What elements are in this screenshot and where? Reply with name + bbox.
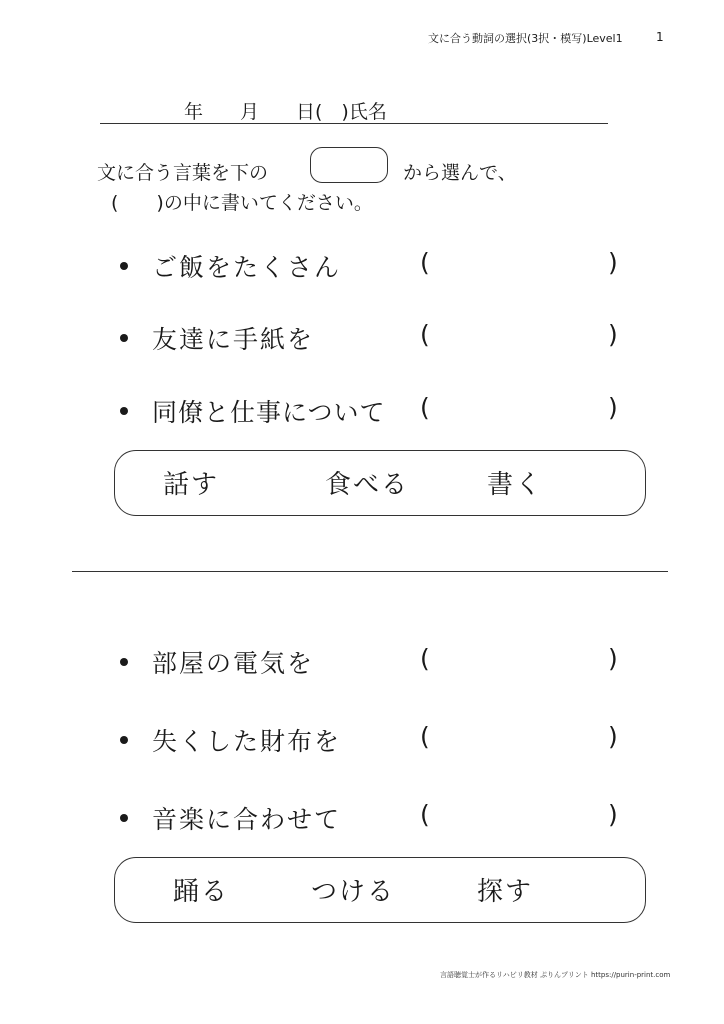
section-divider bbox=[72, 571, 668, 572]
bullet-icon bbox=[120, 736, 128, 744]
word-choice: 書く bbox=[487, 470, 544, 500]
instruction-text-part2: から選んで、 bbox=[403, 162, 517, 184]
question-text: 失くした財布を bbox=[152, 727, 342, 756]
answer-close-paren: ) bbox=[608, 800, 618, 829]
question-row bbox=[120, 320, 630, 356]
answer-open-paren: ( bbox=[420, 393, 430, 422]
bullet-icon bbox=[120, 334, 128, 342]
bullet-icon bbox=[120, 262, 128, 270]
bullet-icon bbox=[120, 658, 128, 666]
word-choice: 食べる bbox=[325, 470, 410, 500]
name-underline bbox=[100, 123, 608, 124]
answer-open-paren: ( bbox=[420, 248, 430, 277]
word-choice-box bbox=[114, 857, 646, 923]
footer-credit: 言語聴覚士が作るリハビリ教材 ぷりんプリント https://purin-print.com bbox=[440, 971, 671, 979]
answer-close-paren: ) bbox=[608, 644, 618, 673]
question-text: 同僚と仕事について bbox=[152, 398, 386, 427]
question-text: 部屋の電気を bbox=[152, 649, 315, 678]
bullet-icon bbox=[120, 814, 128, 822]
question-row bbox=[120, 644, 630, 680]
question-row bbox=[120, 800, 630, 836]
question-row bbox=[120, 248, 630, 284]
instruction-choice-box bbox=[310, 147, 388, 183]
word-choice: 話す bbox=[163, 470, 220, 500]
word-choice: 踊る bbox=[173, 877, 230, 907]
question-text: 音楽に合わせて bbox=[152, 805, 342, 834]
instruction-text-line2: ( )の中に書いてください。 bbox=[111, 192, 373, 214]
date-day-name-label: 日( )氏名 bbox=[296, 101, 387, 123]
word-choice: つける bbox=[311, 877, 396, 907]
word-choice: 探す bbox=[477, 877, 534, 907]
answer-open-paren: ( bbox=[420, 722, 430, 751]
date-month-label: 月 bbox=[240, 101, 260, 123]
question-row bbox=[120, 393, 630, 429]
answer-open-paren: ( bbox=[420, 320, 430, 349]
answer-open-paren: ( bbox=[420, 644, 430, 673]
worksheet-title: 文に合う動詞の選択(3択・模写)Level1 bbox=[428, 32, 623, 45]
instruction-text-part1: 文に合う言葉を下の bbox=[97, 162, 269, 184]
word-choice-box bbox=[114, 450, 646, 516]
question-text: ご飯をたくさん bbox=[152, 253, 342, 282]
answer-close-paren: ) bbox=[608, 320, 618, 349]
bullet-icon bbox=[120, 407, 128, 415]
answer-close-paren: ) bbox=[608, 248, 618, 277]
question-text: 友達に手紙を bbox=[152, 325, 315, 354]
answer-close-paren: ) bbox=[608, 393, 618, 422]
answer-open-paren: ( bbox=[420, 800, 430, 829]
date-year-label: 年 bbox=[184, 101, 204, 123]
page-number: 1 bbox=[656, 30, 664, 44]
question-row bbox=[120, 722, 630, 758]
answer-close-paren: ) bbox=[608, 722, 618, 751]
